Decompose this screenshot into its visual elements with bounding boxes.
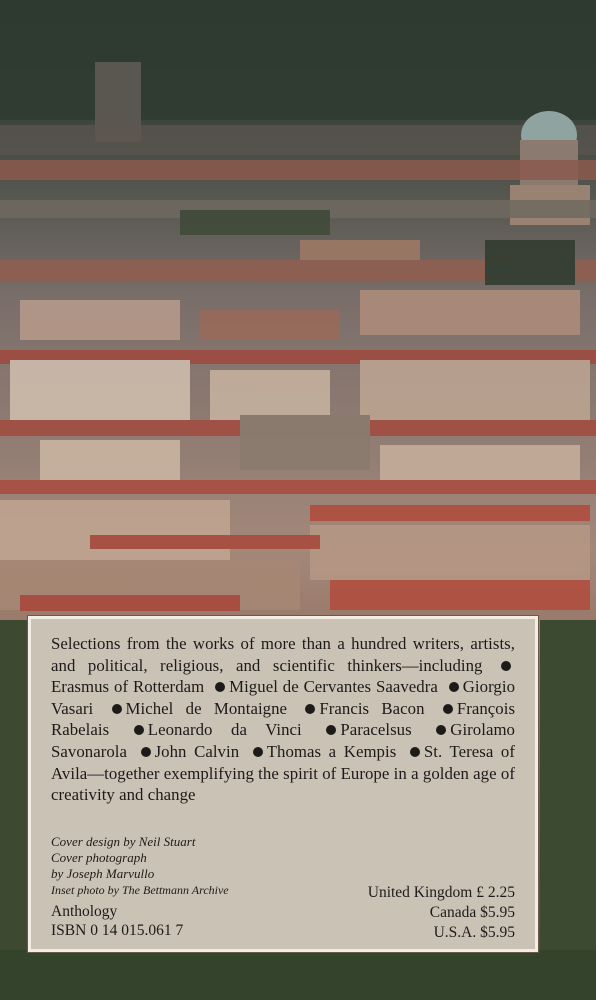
bullet-icon [436, 725, 446, 735]
blurb-outro: —together exemplifying the spirit of Europe in a golden age of creativity and change [51, 763, 515, 805]
name-item: Girolamo Savonarola [51, 720, 515, 761]
name-item: Leonardo da Vinci [147, 720, 302, 740]
category-label: Anthology [51, 903, 118, 920]
name-item: François Rabelais [51, 698, 516, 740]
category-isbn-block [51, 902, 183, 940]
name-item: Thomas a Kempis [266, 741, 397, 761]
price-row [368, 903, 515, 923]
bullet-icon [326, 725, 336, 735]
name-item: Erasmus of Rotterdam [51, 677, 205, 697]
cover-photo-credit-line2: by Joseph Marvullo [51, 866, 155, 881]
blurb-intro: Selections from the works of more than a hundred writers, artists, and political, religious, and scientific thinkers—including [51, 634, 515, 675]
bullet-icon [215, 682, 225, 692]
name-item: Paracelsus [340, 720, 412, 740]
cover-design-credit: Cover design by Neil Stuart [51, 834, 196, 849]
back-cover-blurb-panel [28, 616, 538, 952]
name-item: St. Teresa of Avila [51, 741, 516, 783]
bullet-icon [443, 704, 453, 714]
bullet-icon [501, 661, 511, 671]
bullet-icon [112, 704, 122, 714]
name-item: Francis Bacon [319, 698, 425, 718]
name-item: John Calvin [154, 741, 240, 761]
price-region: U.S.A. [433, 924, 477, 941]
bullet-icon [410, 747, 420, 757]
name-item: Giorgio Vasari [51, 677, 516, 718]
isbn: ISBN 0 14 015.061 7 [51, 922, 184, 939]
price-value: $5.95 [480, 904, 515, 921]
price-row [368, 883, 515, 903]
name-item: Miguel de Cervantes Saavedra [229, 677, 438, 697]
cover-photo-credit-line1: Cover photograph [51, 850, 147, 865]
blurb-paragraph [51, 633, 515, 806]
price-region: Canada [429, 904, 477, 921]
price-list [368, 883, 515, 943]
bullet-icon [141, 747, 151, 757]
bullet-icon [449, 682, 459, 692]
credits-block [51, 834, 229, 898]
name-item: Michel de Montaigne [125, 698, 288, 718]
bullet-icon [305, 704, 315, 714]
bullet-icon [134, 725, 144, 735]
inset-photo-credit: Inset photo by The Bettmann Archive [51, 883, 229, 897]
price-region: United Kingdom [367, 884, 473, 901]
bullet-icon [253, 747, 263, 757]
price-row [368, 923, 515, 943]
price-value: $5.95 [480, 924, 515, 941]
price-value: £ 2.25 [476, 884, 515, 901]
